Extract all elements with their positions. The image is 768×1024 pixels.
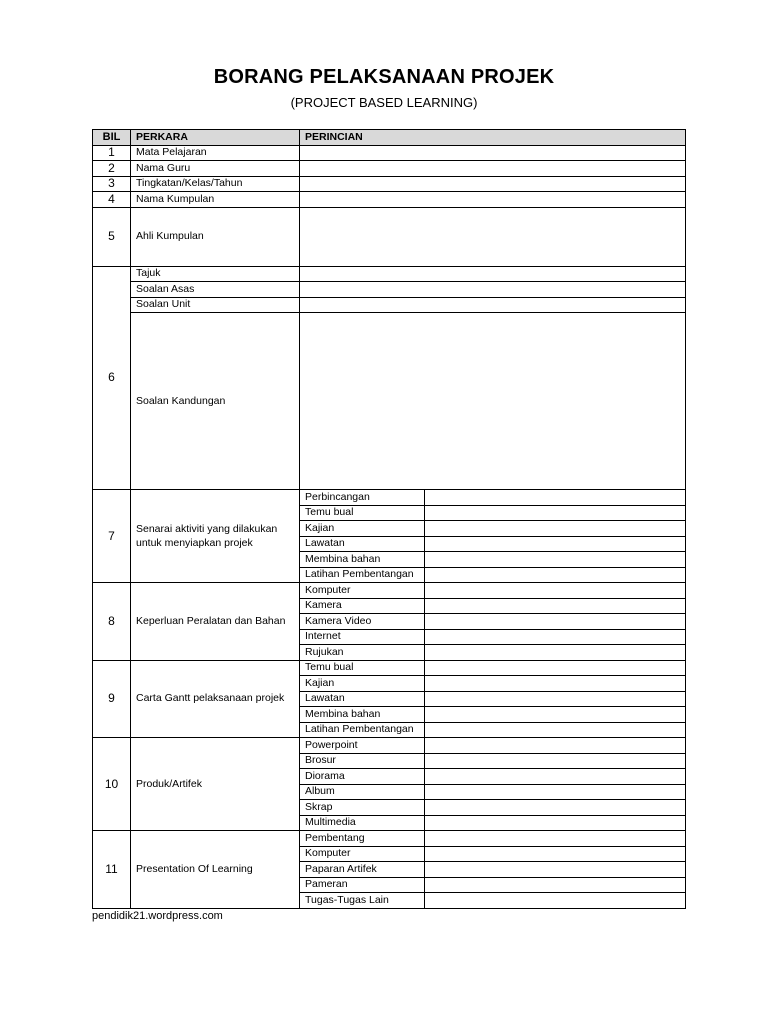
sub-item-field[interactable] [425, 490, 686, 506]
sub-item-label: Membina bahan [300, 552, 425, 568]
table-row [93, 583, 686, 599]
sub-item-field[interactable] [425, 552, 686, 568]
table-row [93, 145, 686, 161]
row-perkara: Tingkatan/Kelas/Tahun [131, 176, 300, 192]
sub-item-label: Pembentang [300, 831, 425, 847]
footer-url: pendidik21.wordpress.com [92, 910, 223, 922]
sub-item-label: Temu bual [300, 505, 425, 521]
sub-item-label: Paparan Artifek [300, 862, 425, 878]
table-row [93, 282, 686, 298]
row-number: 7 [93, 490, 131, 583]
row-number: 2 [93, 161, 131, 177]
table-row [93, 297, 686, 313]
row-number: 1 [93, 145, 131, 161]
sub-item-field[interactable] [425, 738, 686, 754]
row-number: 5 [93, 207, 131, 266]
sub-item-label: Perbincangan [300, 490, 425, 506]
row-number: 8 [93, 583, 131, 661]
row-perkara: Nama Guru [131, 161, 300, 177]
row-number: 11 [93, 831, 131, 909]
perincian-field[interactable] [300, 313, 686, 490]
project-form-table [92, 129, 686, 909]
row-perkara: Nama Kumpulan [131, 192, 300, 208]
sub-item-label: Komputer [300, 583, 425, 599]
sub-item-field[interactable] [425, 691, 686, 707]
sub-item-field[interactable] [425, 707, 686, 723]
sub-item-field[interactable] [425, 815, 686, 831]
sub-item-field[interactable] [425, 676, 686, 692]
sub-item-label: Tugas-Tugas Lain [300, 893, 425, 909]
header-bil: BIL [93, 130, 131, 146]
sub-item-label: Kamera [300, 598, 425, 614]
sub-item-field[interactable] [425, 567, 686, 583]
table-row [93, 831, 686, 847]
sub-item-field[interactable] [425, 598, 686, 614]
table-row [93, 161, 686, 177]
sub-item-label: Multimedia [300, 815, 425, 831]
perincian-field[interactable] [300, 192, 686, 208]
row-perkara: Soalan Unit [131, 297, 300, 313]
sub-item-label: Album [300, 784, 425, 800]
sub-item-field[interactable] [425, 645, 686, 661]
sub-item-label: Kamera Video [300, 614, 425, 630]
row-number: 3 [93, 176, 131, 192]
row-perkara: Carta Gantt pelaksanaan projek [131, 660, 300, 738]
table-row [93, 660, 686, 676]
row-number: 10 [93, 738, 131, 831]
sub-item-label: Latihan Pembentangan [300, 722, 425, 738]
sub-item-label: Kajian [300, 676, 425, 692]
page-title: BORANG PELAKSANAAN PROJEK [213, 66, 555, 88]
table-row [93, 266, 686, 282]
perincian-field[interactable] [300, 145, 686, 161]
sub-item-field[interactable] [425, 753, 686, 769]
sub-item-field[interactable] [425, 660, 686, 676]
table-row [93, 207, 686, 266]
table-row [93, 738, 686, 754]
sub-item-field[interactable] [425, 614, 686, 630]
row-perkara: Senarai aktiviti yang dilakukan untuk menyiapkan projek [131, 490, 300, 583]
table-row [93, 176, 686, 192]
sub-item-field[interactable] [425, 505, 686, 521]
perincian-field[interactable] [300, 297, 686, 313]
table-row [93, 192, 686, 208]
perincian-field[interactable] [300, 161, 686, 177]
table-header-row [93, 130, 686, 146]
sub-item-label: Rujukan [300, 645, 425, 661]
row-perkara: Produk/Artifek [131, 738, 300, 831]
row-perkara: Tajuk [131, 266, 300, 282]
row-perkara: Keperluan Peralatan dan Bahan [131, 583, 300, 661]
table-row [93, 313, 686, 490]
sub-item-field[interactable] [425, 583, 686, 599]
sub-item-label: Komputer [300, 846, 425, 862]
sub-item-label: Kajian [300, 521, 425, 537]
sub-item-field[interactable] [425, 629, 686, 645]
sub-item-label: Brosur [300, 753, 425, 769]
row-perkara: Presentation Of Learning [131, 831, 300, 909]
row-number: 6 [93, 266, 131, 490]
header-perincian: PERINCIAN [300, 130, 686, 146]
sub-item-field[interactable] [425, 536, 686, 552]
sub-item-field[interactable] [425, 862, 686, 878]
row-perkara: Ahli Kumpulan [131, 207, 300, 266]
perincian-field[interactable] [300, 266, 686, 282]
row-perkara: Mata Pelajaran [131, 145, 300, 161]
page-subtitle: (PROJECT BASED LEARNING) [290, 95, 478, 110]
sub-item-label: Powerpoint [300, 738, 425, 754]
perincian-field[interactable] [300, 176, 686, 192]
sub-item-field[interactable] [425, 877, 686, 893]
row-perkara: Soalan Asas [131, 282, 300, 298]
table-row [93, 490, 686, 506]
sub-item-field[interactable] [425, 784, 686, 800]
header-perkara: PERKARA [131, 130, 300, 146]
sub-item-label: Lawatan [300, 691, 425, 707]
row-number: 9 [93, 660, 131, 738]
perincian-field[interactable] [300, 207, 686, 266]
sub-item-field[interactable] [425, 722, 686, 738]
sub-item-label: Lawatan [300, 536, 425, 552]
sub-item-label: Latihan Pembentangan [300, 567, 425, 583]
sub-item-field[interactable] [425, 846, 686, 862]
sub-item-label: Membina bahan [300, 707, 425, 723]
sub-item-field[interactable] [425, 769, 686, 785]
sub-item-label: Skrap [300, 800, 425, 816]
sub-item-field[interactable] [425, 521, 686, 537]
sub-item-label: Temu bual [300, 660, 425, 676]
sub-item-field[interactable] [425, 831, 686, 847]
sub-item-field[interactable] [425, 800, 686, 816]
sub-item-label: Pameran [300, 877, 425, 893]
sub-item-label: Internet [300, 629, 425, 645]
perincian-field[interactable] [300, 282, 686, 298]
row-number: 4 [93, 192, 131, 208]
sub-item-label: Diorama [300, 769, 425, 785]
sub-item-field[interactable] [425, 893, 686, 909]
row-perkara: Soalan Kandungan [131, 313, 300, 490]
